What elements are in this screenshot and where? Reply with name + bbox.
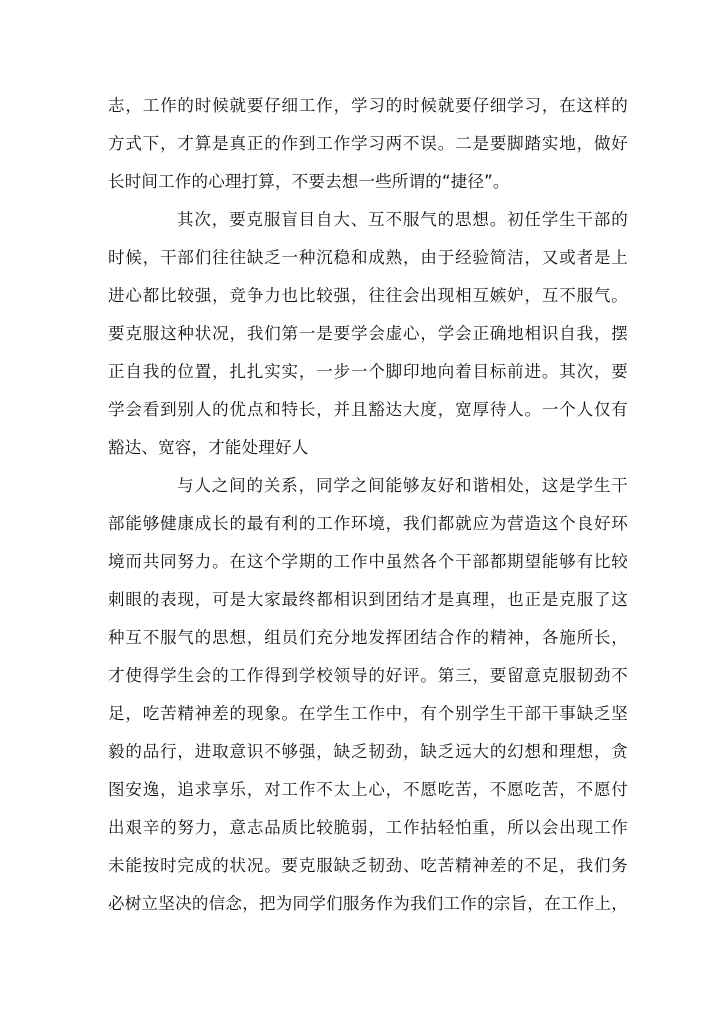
text-line-3: 长时间工作的心理打算，不要去想一些所谓的“捷径”。 (108, 172, 510, 191)
text-line-12: 部能够健康成长的最有利的工作环境，我们都就应为营造这个良好环 (108, 514, 628, 533)
text-line-14: 刺眼的表现，可是大家最终都相识到团结才是真理，也正是克服了这 (108, 590, 628, 609)
text-line-20: 出艰辛的努力，意志品质比较脆弱，工作拈轻怕重，所以会出现工作 (108, 818, 628, 837)
text-line-11: 与人之间的关系，同学之间能够友好和谐相处，这是学生干 (177, 476, 628, 495)
text-line-9: 学会看到别人的优点和特长，并且豁达大度，宽厚待人。一个人仅有 (108, 400, 628, 419)
text-line-8: 正自我的位置，扎扎实实，一步一个脚印地向着目标前进。其次，要 (108, 362, 628, 381)
text-line-10: 豁达、宽容，才能处理好人 (108, 438, 309, 457)
text-line-6: 进心都比较强，竞争力也比较强，往往会出现相互嫉妒，互不服气。 (108, 286, 628, 305)
text-line-15: 种互不服气的思想，组员们充分地发挥团结合作的精神，各施所长， (108, 628, 628, 647)
text-line-4: 其次，要克服盲目自大、互不服气的思想。初任学生干部的 (177, 210, 628, 229)
text-line-2: 方式下，才算是真正的作到工作学习两不误。二是要脚踏实地，做好 (108, 134, 628, 153)
text-line-21: 未能按时完成的状况。要克服缺乏韧劲、吃苦精神差的不足，我们务 (108, 856, 628, 875)
text-line-7: 要克服这种状况，我们第一是要学会虚心，学会正确地相识自我，摆 (108, 324, 628, 343)
text-line-17: 足，吃苦精神差的现象。在学生工作中，有个别学生干部干事缺乏坚 (108, 704, 628, 723)
text-line-18: 毅的品行，进取意识不够强，缺乏韧劲，缺乏远大的幻想和理想，贪 (108, 742, 628, 761)
text-line-5: 时候，干部们往往缺乏一种沉稳和成熟，由于经验简洁，又或者是上 (108, 248, 628, 267)
text-line-16: 才使得学生会的工作得到学校领导的好评。第三，要留意克服韧劲不 (108, 666, 628, 685)
text-line-1: 志，工作的时候就要仔细工作，学习的时候就要仔细学习，在这样的 (108, 96, 628, 115)
text-line-13: 境而共同努力。在这个学期的工作中虽然各个干部都期望能够有比较 (108, 552, 628, 571)
text-line-22: 必树立坚决的信念，把为同学们服务作为我们工作的宗旨，在工作上， (108, 894, 628, 913)
text-line-19: 图安逸，追求享乐，对工作不太上心，不愿吃苦，不愿吃苦，不愿付 (108, 780, 628, 799)
